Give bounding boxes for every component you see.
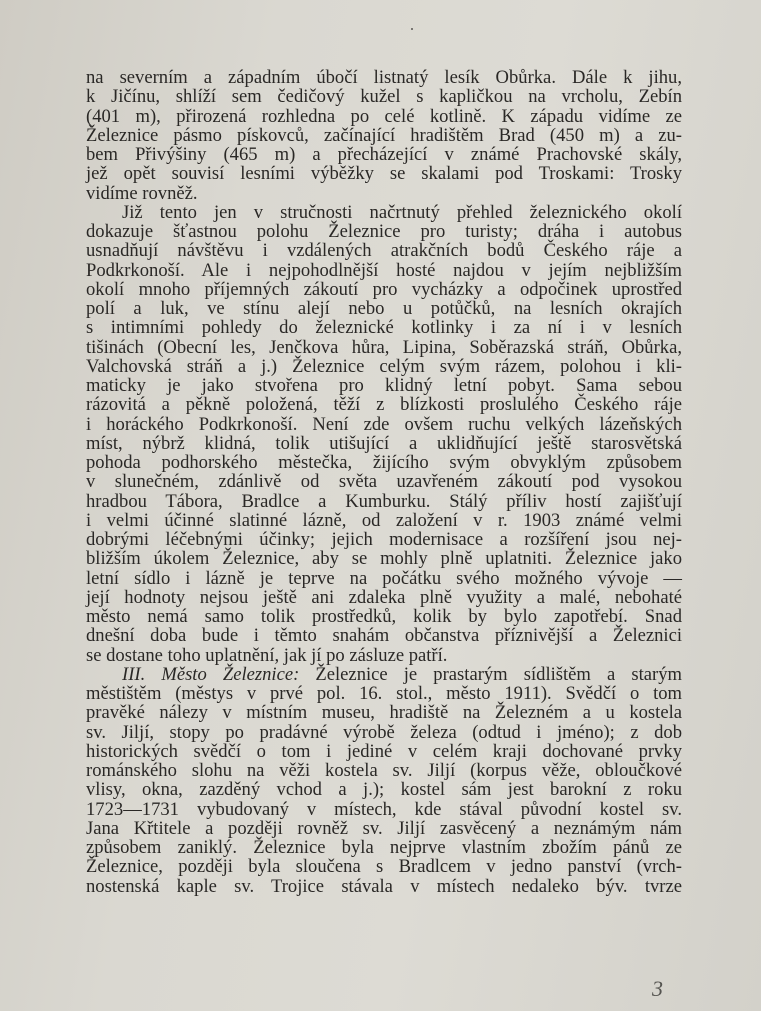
text-line: míst, nýbrž klidná, tolik utišující a uklidňující ještě starosvětská (86, 432, 682, 454)
heading-line-rest: Železnice je prastarým sídlištěm a starým (315, 663, 682, 685)
text-line: vidíme rovněž. (86, 182, 198, 204)
text-line: k Jičínu, shlíží sem čedičový kužel s kapličkou na vrcholu, Zebín (86, 86, 682, 108)
text-line: Podkrkonoší. Ale i nejpohodlnější hosté najdou v jejím nejbližším (86, 259, 682, 281)
text-line: její hodnoty nejsou ještě ani zdaleka plně využity a malé, nebohaté (86, 586, 682, 608)
text-line: jež opět souvisí lesními výběžky se skalami pod Troskami: Trosky (86, 163, 682, 185)
paragraph-2 (86, 203, 682, 665)
text-line: sv. Jiljí, stopy po pradávné výrobě železa (odtud i jméno); z dob (86, 721, 682, 743)
text-line: rázovitá a pěkně položená, těží z blízkosti proslulého Českého ráje (86, 394, 682, 416)
text-line: městištěm (městys v prvé pol. 16. stol., město 1911). Svědčí o tom (86, 683, 682, 704)
text-line: bližším úkolem Železnice, aby se mohly plně uplatniti. Železnice jako (86, 548, 682, 570)
text-line: historických svědčí o tom i jediné v celém kraji dochované prvky (86, 740, 682, 762)
text-line: polí a luk, ve stínu alejí nebo u potůčků, na lesních okrajích (86, 298, 682, 319)
paper-speck (411, 28, 413, 30)
text-line: v slunečném, zdánlivě od světa uzavřeném zákoutí pod vysokou (86, 471, 682, 493)
text-line: okolí mnoho příjemných zákoutí pro vycházky a odpočinek uprostřed (86, 278, 682, 300)
text-line: maticky je jako stvořena pro klidný letní pobyt. Sama sebou (86, 375, 682, 396)
text-line: Již tento jen v stručnosti načrtnutý přehled železnického okolí (122, 201, 682, 223)
text-line: Jana Křtitele a později rovněž sv. Jiljí zasvěcený a neznámým nám (86, 817, 682, 839)
text-line: 1723—1731 vybudovaný v místech, kde stával původní kostel sv. (86, 798, 682, 820)
text-line: letní sídlo i lázně je teprve na počátku svého možného vývoje — (86, 567, 682, 589)
text-line: i horáckého Podkrkonoší. Není zde ovšem ruchu velkých lázeňských (86, 413, 682, 435)
paragraph-3 (86, 665, 682, 896)
text-line: bem Přivýšiny (465 m) a přecházející v známé Prachovské skály, (86, 144, 682, 165)
text-line: dokazuje šťastnou polohu Železnice pro turisty; dráha i autobus (86, 221, 682, 242)
text-line: nostenská kaple sv. Trojice stávala v místech nedaleko býv. tvrze (86, 875, 682, 897)
text-line: způsobem zaniklý. Železnice byla nejprve vlastním zbožím pánů ze (86, 837, 682, 858)
page-number: 3 (652, 976, 663, 1001)
text-block (86, 68, 682, 896)
text-line: pravěké nálezy v místním museu, hradiště na Železném a u kostela (86, 702, 682, 724)
text-line: románského slohu na věži kostela sv. Jiljí (korpus věže, obloučkové (86, 760, 682, 781)
text-line (86, 665, 682, 684)
text-line: Železnice, později byla sloučena s Bradlcem v jedno panství (vrch- (86, 856, 682, 878)
text-line: dobrými léčebnými účinky; jejich modernisace a rozšíření jsou nej- (86, 529, 682, 550)
text-line: pohoda podhorského městečka, žijícího svým obvyklým způsobem (86, 452, 682, 473)
section-heading: III. Město Železnice: (122, 663, 300, 685)
text-line: usnadňují návštěvu i vzdálených atrakčních bodů Českého ráje a (86, 240, 682, 262)
text-line: (401 m), přirozená rozhledna po celé kotlině. K západu vidíme ze (86, 105, 682, 127)
text-line: na severním a západním úbočí listnatý lesík Obůrka. Dále k jihu, (86, 67, 682, 88)
text-line: s intimními pohledy do železnické kotlinky i za ní i v lesních (86, 317, 682, 339)
text-line: Valchovská stráň a j.) Železnice celým svým rázem, polohou i kli- (86, 355, 682, 377)
text-line: se dostane toho uplatnění, jak jí po zásluze patří. (86, 644, 448, 666)
paragraph-1 (86, 68, 682, 203)
text-line: dnešní doba bude i těmto snahám občanstva příznivější a Železnici (86, 625, 682, 647)
text-line: vlisy, okna, zazděný vchod a j.); kostel sám jest barokní z roku (86, 779, 682, 801)
text-line: tišinách (Obecní les, Jenčkova hůra, Lipina, Soběrazská stráň, Obůrka, (86, 336, 682, 358)
text-line: hradbou Tábora, Bradlce a Kumburku. Stálý příliv hostí zajišťují (86, 490, 682, 512)
text-line: město nemá samo tolik prostředků, kolik by bylo zapotřebí. Snad (86, 606, 682, 627)
text-line: Železnice pásmo pískovců, začínající hradištěm Brad (450 m) a zu- (86, 124, 682, 146)
text-line: i velmi účinné slatinné lázně, od založení v r. 1903 známé velmi (86, 509, 682, 531)
